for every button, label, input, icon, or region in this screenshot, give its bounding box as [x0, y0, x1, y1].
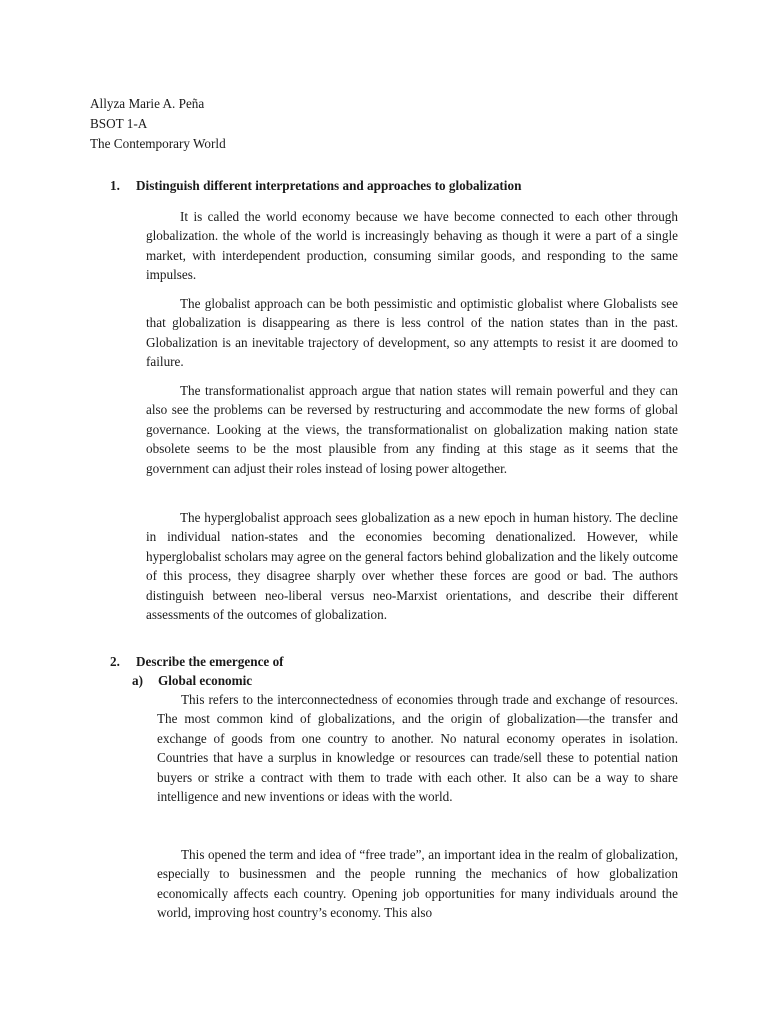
student-name: Allyza Marie A. Peña: [90, 96, 205, 111]
q1-paragraph-transformationalist: The transformationalist approach argue that nation states will remain powerful and they can also see the problems can be reversed by restructuring and accommodate the new forms of global governance. Looking at the views, the transformationalist on globalization making nation state obsolete seems to be the most plausible from any finding at this stage as it seems that the government can adjust their roles instead of losing power altogether.: [146, 383, 678, 476]
course-name: The Contemporary World: [90, 136, 226, 151]
q1-paragraph-world-economy: It is called the world economy because we have become connected to each other through globalization. the whole of the world is increasingly behaving as though it were a part of a single market, with interdependent production, consuming similar goods, and responding to the same impulses.: [146, 209, 678, 283]
question-1-heading: [110, 176, 690, 196]
student-section: BSOT 1-A: [90, 116, 148, 131]
question-1-title: Distinguish different interpretations and approaches to globalization: [136, 178, 522, 193]
document-header: [90, 94, 490, 154]
global-economic-paragraph-2: This opened the term and idea of “free trade”, an important idea in the realm of globalization, especially to businessmen and the people running the mechanics of how globalization economically affects each country. Opening job opportunities for many individuals around the world, improving host country’s economy. This also: [157, 847, 678, 921]
q1-paragraph-hyperglobalist: The hyperglobalist approach sees globalization as a new epoch in human history. The decline in individual nation-states and the economies becoming denationalized. However, while hyperglobalist scholars may agree on the general factors behind globalization and the likely outcome of this process, they disagree sharply over whether these forces are good or bad. The authors distinguish between neo-liberal versus neo-Marxist orientations, and describe their different assessments of the outcomes of globalization.: [146, 510, 678, 623]
subsection-a-title: Global economic: [158, 673, 253, 688]
question-2-title: Describe the emergence of: [136, 654, 284, 669]
question-1-number: 1.: [110, 178, 120, 193]
question-2-heading: [110, 652, 690, 672]
q1-paragraph-globalist: The globalist approach can be both pessimistic and optimistic globalist where Globalists see that globalization is disappearing as there is less control of the nation states than in the past. Globalization is an inevitable trajectory of development, so any attempts to resist it are doomed to failure.: [146, 296, 678, 370]
global-economic-paragraph-1: This refers to the interconnectedness of economies through trade and exchange of resources. The most common kind of globalizations, and the origin of globalization—the transfer and exchange of goods from one country to another. No natural economy operates in isolation. Countries that have a surplus in knowledge or resources can trade/sell these to potential nation buyers or strike a contract with them to trade with each other. It also can be a way to share intelligence and new inventions or ideas with the world.: [157, 692, 678, 805]
subsection-a-heading: [132, 671, 692, 691]
subsection-a-letter: a): [132, 673, 143, 688]
question-2-number: 2.: [110, 654, 120, 669]
